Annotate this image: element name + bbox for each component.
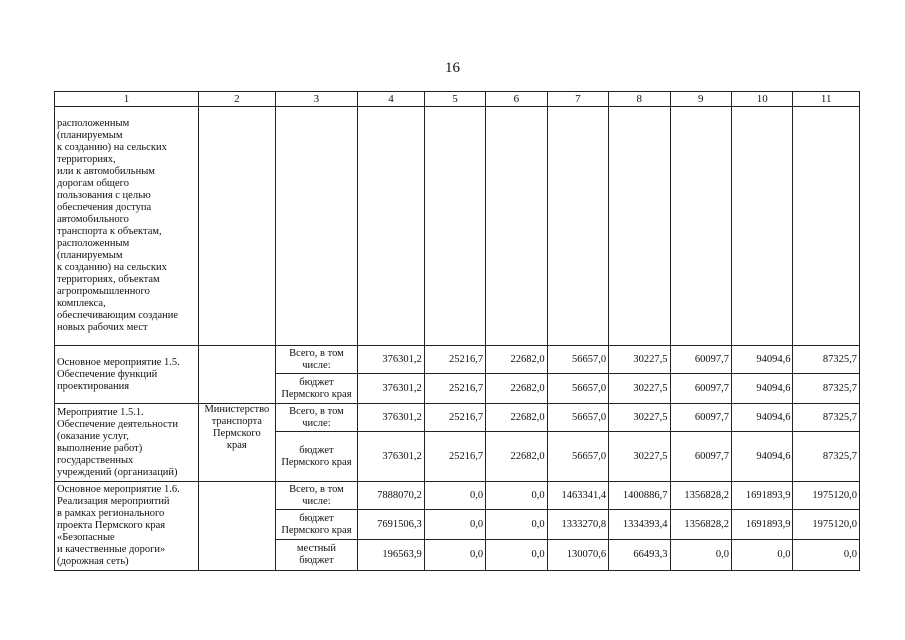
executor — [199, 346, 276, 404]
value-cell: 1975120,0 — [793, 482, 860, 510]
value-cell: 22682,0 — [486, 374, 547, 404]
header-cell: 11 — [793, 92, 860, 107]
funding-source: Всего, в том числе: — [275, 346, 358, 374]
page-number: 16 — [445, 60, 460, 76]
value-cell: 22682,0 — [486, 404, 547, 432]
value-cell: 56657,0 — [547, 404, 608, 432]
value-cell: 376301,2 — [358, 374, 424, 404]
value-cell: 87325,7 — [793, 374, 860, 404]
value-cell: 56657,0 — [547, 374, 608, 404]
activity-name: Основное мероприятие 1.6. Реализация мероприятий в рамках регионального проекта Пермского края «Безопасные и качественные дороги» (дорожная сеть) — [55, 482, 199, 571]
value-cell: 25216,7 — [424, 374, 485, 404]
header-cell: 5 — [424, 92, 485, 107]
value-cell: 60097,7 — [670, 346, 731, 374]
budget-table — [54, 91, 860, 571]
value-cell: 7888070,2 — [358, 482, 424, 510]
activity-name: Мероприятие 1.5.1. Обеспечение деятельности (оказание услуг, выполнение работ) государственных учреждений (организаций) — [55, 404, 199, 482]
value-cell: 0,0 — [424, 540, 485, 571]
value-cell: 60097,7 — [670, 432, 731, 482]
value-cell: 30227,5 — [609, 432, 670, 482]
continuation-text: расположенным (планируемым к созданию) на сельских территориях, или к автомобильным дорогам общего пользования с целью обеспечения доступа автомобильного транспорта к объектам, расположенным (планируемым к созданию) на сельских территориях, объектам агропромышленного комплекса, обеспечивающим создание новых рабочих мест — [55, 107, 199, 346]
header-cell: 7 — [547, 92, 608, 107]
value-cell: 376301,2 — [358, 432, 424, 482]
value-cell: 0,0 — [731, 540, 792, 571]
value-cell: 22682,0 — [486, 432, 547, 482]
value-cell: 25216,7 — [424, 404, 485, 432]
value-cell: 60097,7 — [670, 404, 731, 432]
value-cell: 87325,7 — [793, 432, 860, 482]
value-cell: 1691893,9 — [731, 510, 792, 540]
value-cell: 1975120,0 — [793, 510, 860, 540]
value-cell: 1356828,2 — [670, 482, 731, 510]
value-cell: 22682,0 — [486, 346, 547, 374]
header-cell: 10 — [731, 92, 792, 107]
value-cell: 30227,5 — [609, 346, 670, 374]
funding-source: бюджет Пермского края — [275, 374, 358, 404]
value-cell: 94094,6 — [731, 432, 792, 482]
header-cell: 6 — [486, 92, 547, 107]
header-row — [55, 92, 860, 107]
value-cell: 30227,5 — [609, 374, 670, 404]
value-cell: 94094,6 — [731, 404, 792, 432]
header-cell: 9 — [670, 92, 731, 107]
value-cell: 7691506,3 — [358, 510, 424, 540]
value-cell: 1356828,2 — [670, 510, 731, 540]
value-cell: 1691893,9 — [731, 482, 792, 510]
continuation-row — [55, 107, 860, 346]
value-cell: 25216,7 — [424, 346, 485, 374]
value-cell: 56657,0 — [547, 432, 608, 482]
value-cell: 60097,7 — [670, 374, 731, 404]
value-cell: 0,0 — [670, 540, 731, 571]
funding-source: Всего, в том числе: — [275, 482, 358, 510]
funding-source: бюджет Пермского края — [275, 432, 358, 482]
value-cell: 30227,5 — [609, 404, 670, 432]
value-cell: 0,0 — [486, 510, 547, 540]
header-cell: 3 — [275, 92, 358, 107]
value-cell: 94094,6 — [731, 374, 792, 404]
table-row — [55, 346, 860, 374]
value-cell: 0,0 — [486, 540, 547, 571]
activity-name: Основное мероприятие 1.5. Обеспечение функций проектирования — [55, 346, 199, 404]
value-cell: 130070,6 — [547, 540, 608, 571]
value-cell: 1463341,4 — [547, 482, 608, 510]
value-cell: 56657,0 — [547, 346, 608, 374]
header-cell: 4 — [358, 92, 424, 107]
value-cell: 25216,7 — [424, 432, 485, 482]
value-cell: 0,0 — [424, 510, 485, 540]
value-cell: 1333270,8 — [547, 510, 608, 540]
value-cell: 87325,7 — [793, 404, 860, 432]
table-row — [55, 482, 860, 510]
value-cell: 1334393,4 — [609, 510, 670, 540]
funding-source: Всего, в том числе: — [275, 404, 358, 432]
header-cell: 1 — [55, 92, 199, 107]
value-cell: 87325,7 — [793, 346, 860, 374]
value-cell: 0,0 — [486, 482, 547, 510]
value-cell: 376301,2 — [358, 346, 424, 374]
executor: Министерство транспорта Пермского края — [199, 404, 276, 482]
header-cell: 8 — [609, 92, 670, 107]
value-cell: 0,0 — [793, 540, 860, 571]
value-cell: 94094,6 — [731, 346, 792, 374]
value-cell: 376301,2 — [358, 404, 424, 432]
executor — [199, 482, 276, 571]
table-row — [55, 404, 860, 432]
value-cell: 1400886,7 — [609, 482, 670, 510]
value-cell: 0,0 — [424, 482, 485, 510]
value-cell: 196563,9 — [358, 540, 424, 571]
funding-source: бюджет Пермского края — [275, 510, 358, 540]
funding-source: местный бюджет — [275, 540, 358, 571]
header-cell: 2 — [199, 92, 276, 107]
value-cell: 66493,3 — [609, 540, 670, 571]
